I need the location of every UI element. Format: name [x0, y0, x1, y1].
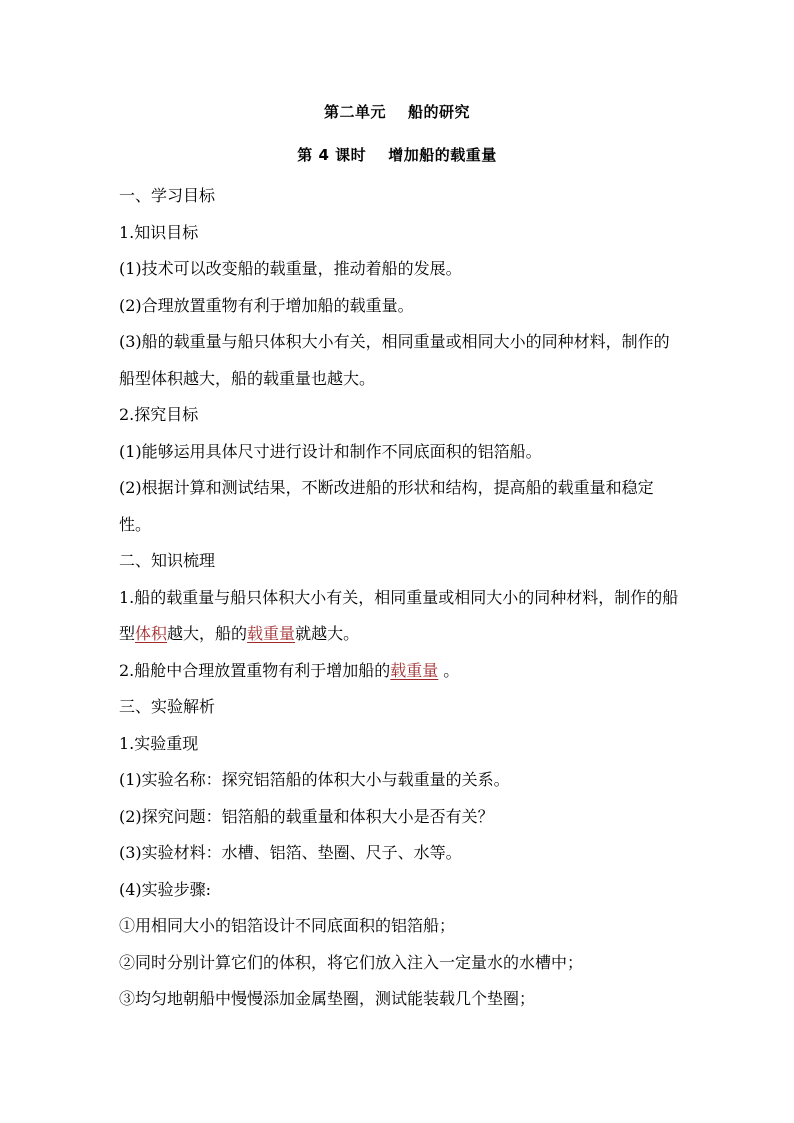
experiment-step: ②同时分别计算它们的体积，将它们放入注入一定量水的水槽中； — [119, 952, 584, 972]
inquiry-goal-item: (1)能够运用具体尺寸进行设计和制作不同底面积的铝箔船。 — [119, 441, 542, 461]
section-heading-knowledge-review: 二、知识梳理 — [119, 551, 216, 570]
subheading-inquiry-goals: 2.探究目标 — [119, 405, 199, 424]
knowledge-goal-item: (2)合理放置重物有利于增加船的载重量。 — [119, 295, 414, 315]
experiment-step: ③均匀地朝船中慢慢添加金属垫圈，测试能装载几个垫圈； — [119, 989, 536, 1008]
experiment-step: ①用相同大小的铝箔设计不同底面积的铝箔船； — [119, 916, 456, 935]
experiment-item: (1)实验名称：探究铝箔船的体积大小与载重量的关系。 — [119, 770, 510, 789]
answer-blank: 载重量 — [390, 660, 439, 680]
knowledge-goal-item: (3)船的载重量与船只体积大小有关，相同重量或相同大小的同种材料，制作的船型体积越大，船的载重量也越大。 — [119, 332, 670, 388]
subheading-experiment-recreation: 1.实验重现 — [119, 733, 199, 753]
review-text: 越大，船的 — [167, 624, 248, 643]
experiment-item: (4)实验步骤: — [119, 879, 212, 899]
unit-title — [0, 101, 794, 122]
lesson-topic: 增加船的载重量 — [388, 146, 497, 164]
review-text: 2.船舱中合理放置重物有利于增加船的 — [119, 660, 391, 680]
experiment-item: (3)实验材料：水槽、铝箔、垫圈、尺子、水等。 — [119, 843, 462, 862]
experiment-item: (2)探究问题：铝箔船的载重量和体积大小是否有关？ — [119, 806, 494, 826]
inquiry-goal-item: (2)根据计算和测试结果，不断改进船的形状和结构，提高船的载重量和稳定性。 — [119, 478, 654, 534]
lesson-title-label: 第 4 课时 — [297, 146, 367, 164]
answer-blank: 体积 — [135, 624, 168, 643]
lesson-title — [0, 144, 794, 165]
section-heading-experiment: 三、实验解析 — [119, 697, 216, 716]
subheading-knowledge-goals: 1.知识目标 — [119, 222, 199, 242]
review-text: 就越大。 — [295, 624, 360, 643]
review-text: 。 — [443, 660, 460, 680]
unit-title-label: 第二单元 — [323, 103, 386, 121]
knowledge-review-item-2 — [119, 653, 679, 690]
document-body — [119, 178, 679, 1018]
knowledge-goal-item: (1)技术可以改变船的载重量，推动着船的发展。 — [119, 259, 462, 278]
review-text: 1.船的载重量与船只体积大小有关，相同重量或相同大小的同种材料，制作的船型 — [119, 587, 679, 643]
section-heading-objectives: 一、学习目标 — [119, 186, 216, 205]
answer-blank: 载重量 — [247, 624, 296, 643]
unit-topic: 船的研究 — [408, 103, 471, 121]
knowledge-review-item-1 — [119, 580, 679, 653]
